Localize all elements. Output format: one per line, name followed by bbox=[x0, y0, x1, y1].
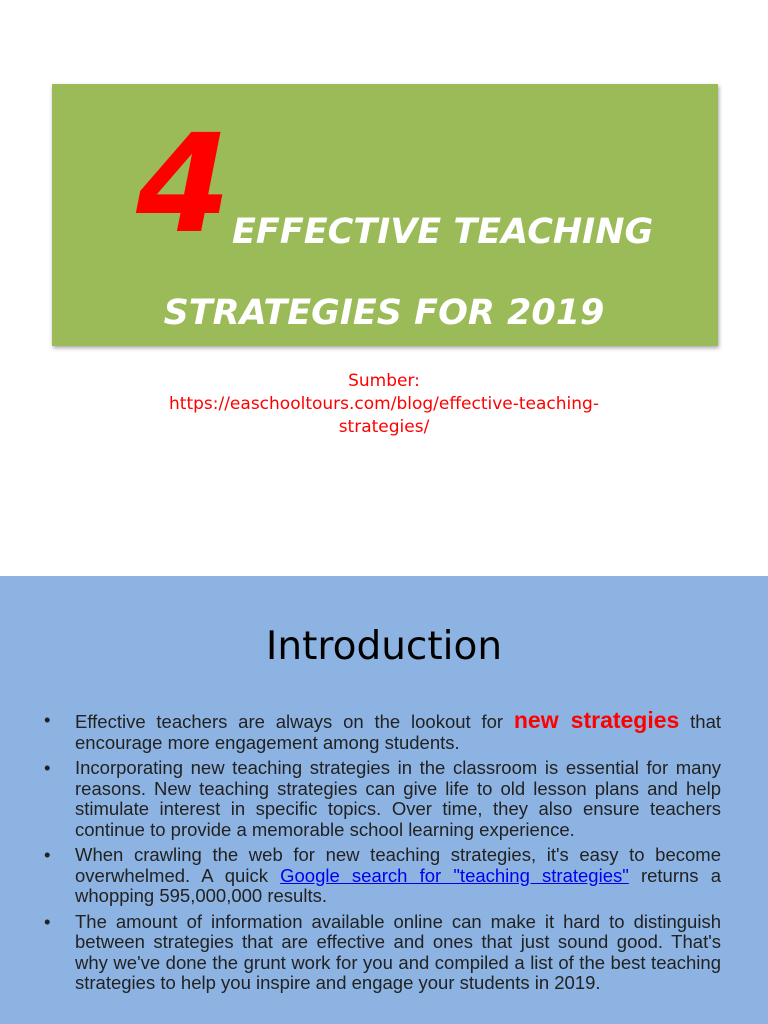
source-url-line-2[interactable]: strategies/ bbox=[338, 417, 430, 437]
bullet-dot: • bbox=[44, 757, 51, 778]
bullet-text-before: Effective teachers are always on the lookout for bbox=[75, 711, 514, 732]
google-search-link[interactable]: Google search for "teaching strategies" bbox=[280, 864, 629, 886]
bullet-dot: • bbox=[44, 844, 51, 865]
bullet-text-after: that encourage more engagement among students. bbox=[75, 711, 722, 753]
title-line-1: EFFECTIVE TEACHING bbox=[232, 212, 654, 252]
bullet-text-after: returns a whopping 595,000,000 results. bbox=[75, 864, 721, 906]
bullet-item bbox=[44, 707, 722, 753]
title-number: 4 bbox=[136, 106, 231, 264]
bullet-text: Incorporating new teaching strategies in the classroom is essential for many reasons. New teaching strategies can give life to old lesson plans and help stimulate interest in specific topics. Over time, they also ensure teachers continue to provide a memorable school learning experience. bbox=[75, 757, 721, 840]
source-label: Sumber: bbox=[348, 371, 420, 391]
bullet-item bbox=[44, 845, 721, 907]
slide-introduction bbox=[0, 576, 768, 1024]
source-citation bbox=[0, 370, 768, 439]
bullet-text: The amount of information available online can make it hard to distinguish between strategies that are effective and ones that just sound good. That's why we've done the grunt work for you and compiled a list of the best teaching strategies to help you inspire and engage your students in 2019. bbox=[75, 910, 721, 993]
bullet-dot: • bbox=[44, 910, 51, 932]
bullet-item bbox=[44, 912, 721, 994]
bullet-item bbox=[44, 758, 721, 840]
title-line-2: STRATEGIES FOR 2019 bbox=[163, 293, 605, 333]
source-url-line-1[interactable]: https://easchooltours.com/blog/effective-teaching- bbox=[169, 394, 599, 414]
highlight-new-strategies: new strategies bbox=[513, 707, 680, 733]
bullet-text-before: When crawling the web for new teaching strategies, it's easy to become overwhelmed. A quick bbox=[75, 844, 721, 886]
bullet-dot: • bbox=[44, 709, 51, 730]
slide-heading: Introduction bbox=[265, 624, 503, 669]
bullet-list bbox=[44, 707, 722, 999]
